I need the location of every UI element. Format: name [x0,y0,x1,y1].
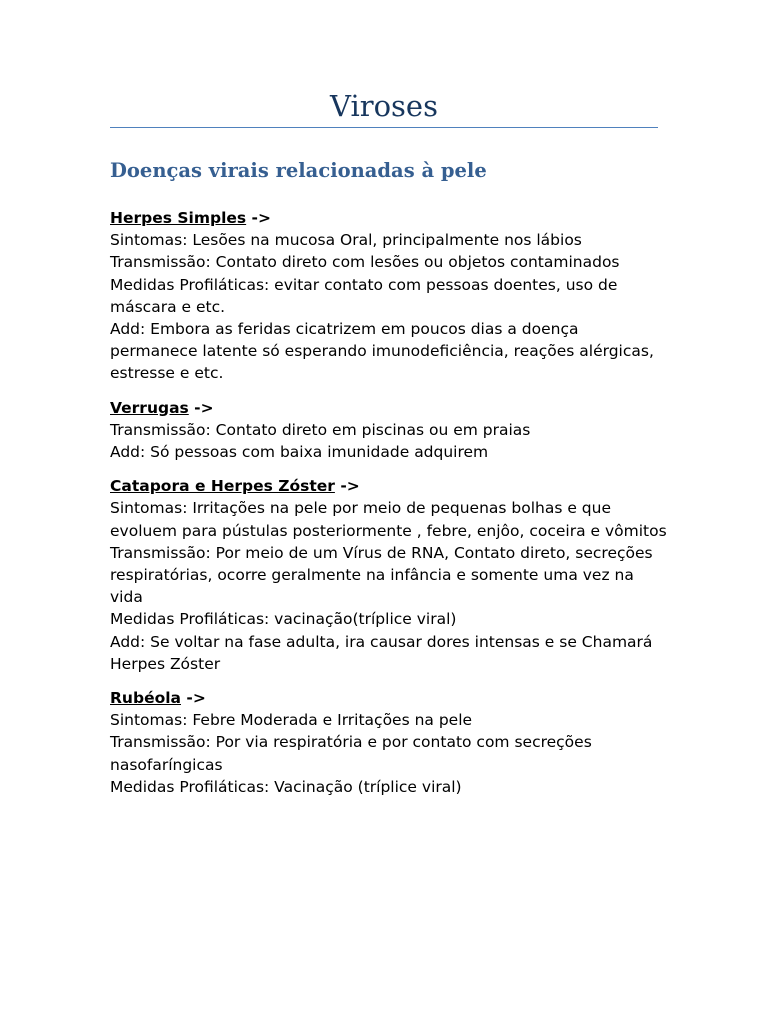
document-body [110,207,670,810]
disease-info-line: Transmissão: Contato direto em piscinas ou em praias [110,420,531,439]
disease-info-line: Add: Embora as feridas cicatrizem em poucos dias a doença permanece latente só esperando imunodeficiência, reações alérgicas, estresse e etc. [110,320,654,383]
arrow-symbol: -> [340,477,360,496]
section-heading: Doenças virais relacionadas à pele [110,159,487,182]
disease-info-line: Medidas Profiláticas: Vacinação (tríplice viral) [110,777,462,796]
disease-heading [110,475,670,497]
disease-section-rubeola [110,687,670,798]
disease-heading [110,207,670,229]
arrow-symbol: -> [251,209,271,227]
disease-section-verrugas [110,397,670,464]
disease-heading [110,687,670,709]
disease-name: Herpes Simples [110,209,247,227]
disease-info-line: Sintomas: Lesões na mucosa Oral, principalmente nos lábios [110,231,582,250]
document-title: Viroses [330,89,438,123]
disease-info-line: Sintomas: Irritações na pele por meio de pequenas bolhas e que evoluem para pústulas posteriormente , febre, enjôo, coceira e vômitos [110,499,667,540]
disease-info-line: Transmissão: Por meio de um Vírus de RNA, Contato direto, secreções respiratórias, ocorre geralmente na infância e somente uma vez na vida [110,543,653,607]
title-underline [110,127,658,128]
disease-name: Catapora e Herpes Zóster [110,477,335,496]
disease-info-line: Transmissão: Contato direto com lesões ou objetos contaminados [110,253,620,272]
disease-info-line: Transmissão: Por via respiratória e por contato com secreções nasofaríngicas [110,733,592,774]
disease-heading [110,397,670,419]
disease-info-line: Sintomas: Febre Moderada e Irritações na pele [110,711,473,730]
disease-info-line: Medidas Profiláticas: vacinação(tríplice viral) [110,610,457,629]
disease-info-line: Add: Só pessoas com baixa imunidade adquirem [110,443,489,462]
disease-section-catapora [110,475,670,675]
arrow-symbol: -> [186,689,206,708]
arrow-symbol: -> [194,398,214,417]
disease-info-line: Medidas Profiláticas: evitar contato com pessoas doentes, uso de máscara e etc. [110,275,618,316]
disease-info-line: Add: Se voltar na fase adulta, ira causar dores intensas e se Chamará Herpes Zóster [110,632,653,673]
disease-section-herpes-simples [110,207,670,385]
disease-name: Verrugas [110,398,189,417]
disease-name: Rubéola [110,689,181,708]
